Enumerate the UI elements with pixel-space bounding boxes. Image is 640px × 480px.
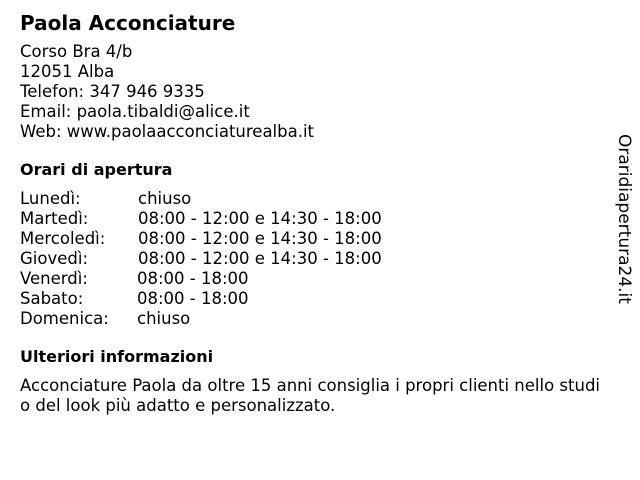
- site-watermark: [613, 134, 635, 314]
- day-label: Giovedì:: [20, 249, 88, 268]
- hours-value: 08:00 - 18:00: [137, 289, 249, 308]
- hours-row-saturday: [20, 289, 605, 309]
- hours-row-sunday: [20, 309, 605, 329]
- day-label: Lunedì:: [20, 189, 81, 208]
- business-name: Paola Acconciature: [20, 11, 236, 35]
- hours-row-wednesday: [20, 229, 605, 249]
- address-street: Corso Bra 4/b: [20, 42, 133, 61]
- hours-value: chiuso: [137, 309, 191, 328]
- address-city: 12051 Alba: [20, 62, 115, 81]
- phone-line: Telefon: 347 946 9335: [20, 82, 205, 101]
- day-label: Domenica:: [20, 309, 109, 328]
- opening-hours-table: [20, 189, 605, 329]
- business-card: [20, 10, 605, 416]
- website-line: Web: www.paolaacconciaturealba.it: [20, 122, 315, 141]
- opening-hours-heading: Orari di apertura: [20, 160, 173, 179]
- hours-row-monday: [20, 189, 605, 209]
- day-label: Sabato:: [20, 289, 84, 308]
- email-line: Email: paola.tibaldi@alice.it: [20, 102, 250, 121]
- day-label: Venerdì:: [20, 269, 88, 288]
- hours-row-tuesday: [20, 209, 605, 229]
- day-label: Mercoledì:: [20, 229, 106, 248]
- hours-value: 08:00 - 12:00 e 14:30 - 18:00: [138, 229, 382, 248]
- site-watermark-text: Oraridiapertura24.it: [614, 134, 634, 304]
- hours-value: 08:00 - 12:00 e 14:30 - 18:00: [138, 249, 382, 268]
- hours-value: 08:00 - 12:00 e 14:30 - 18:00: [138, 209, 382, 228]
- more-info-text: Acconciature Paola da oltre 15 anni consiglia i propri clienti nello studio del look più adatto e personalizzato.: [20, 376, 601, 415]
- hours-value: chiuso: [138, 189, 192, 208]
- hours-row-friday: [20, 269, 605, 289]
- hours-row-thursday: [20, 249, 605, 269]
- hours-value: 08:00 - 18:00: [137, 269, 249, 288]
- more-info-heading: Ulteriori informazioni: [20, 347, 214, 366]
- day-label: Martedì:: [20, 209, 89, 228]
